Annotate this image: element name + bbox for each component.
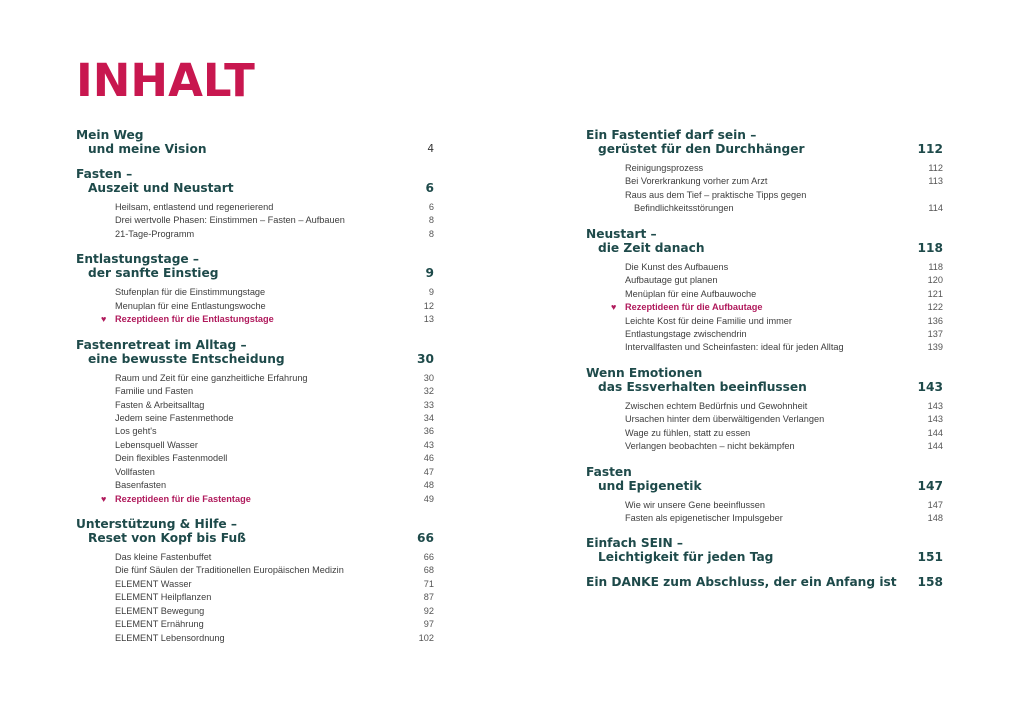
section-items [586, 261, 943, 355]
toc-entry-label: Basenfasten [115, 480, 167, 491]
toc-entry-label: Raus aus dem Tief – praktische Tipps gegen [625, 189, 807, 200]
toc-entry[interactable] [76, 399, 434, 412]
toc-entry-page: 144 [927, 441, 943, 452]
toc-entry[interactable] [586, 512, 943, 525]
toc-entry-page: 8 [428, 215, 434, 226]
toc-entry-page: 49 [423, 493, 434, 504]
toc-entry[interactable] [76, 479, 434, 492]
toc-entry[interactable] [76, 372, 434, 385]
toc-entry-page: 6 [428, 202, 434, 212]
toc-entry[interactable] [76, 591, 434, 604]
toc-entry[interactable] [586, 261, 943, 274]
toc-entry-page: 121 [927, 288, 943, 299]
toc-entry-label: Los geht's [115, 426, 157, 437]
section-heading-text: das Essverhalten beeinflussen [598, 379, 807, 394]
toc-entry-label: Rezeptideen für die Fastentage [115, 493, 251, 504]
toc-entry[interactable] [586, 341, 943, 354]
toc-entry-page: 9 [428, 287, 434, 298]
section-heading-text: und meine Vision [88, 142, 207, 156]
toc-entry-page: 97 [423, 619, 434, 630]
toc-section [76, 252, 434, 326]
section-items [76, 286, 434, 326]
toc-section [76, 128, 434, 156]
toc-section [586, 227, 943, 355]
section-heading-line1: Ein Fastentief darf sein – [586, 128, 757, 142]
toc-entry-page: 147 [927, 499, 943, 510]
toc-entry[interactable] [586, 162, 943, 175]
toc-entry-label: Zwischen echtem Bedürfnis und Gewohnheit [625, 400, 808, 411]
section-heading-line2[interactable] [76, 181, 434, 195]
toc-entry[interactable] [586, 499, 943, 512]
toc-column-right [586, 128, 943, 600]
section-heading-text: gerüstet für den Durchhänger [598, 142, 805, 156]
toc-entry-label: Fasten & Arbeitsalltag [115, 399, 205, 410]
toc-entry-page: 33 [423, 399, 434, 410]
toc-entry[interactable] [76, 412, 434, 425]
heart-icon: ♥ [101, 493, 107, 504]
toc-section [76, 338, 434, 506]
toc-entry[interactable] [76, 551, 434, 564]
section-heading-text: die Zeit danach [598, 240, 705, 255]
section-heading-line2[interactable] [586, 479, 943, 493]
toc-entry[interactable] [586, 413, 943, 426]
section-heading-line1: Fasten [586, 464, 632, 479]
toc-entry-page: 36 [423, 426, 434, 437]
toc-entry-label: Die fünf Säulen der Traditionellen Europäischen Medizin [115, 565, 344, 576]
toc-entry-label: ELEMENT Lebensordnung [115, 632, 225, 643]
section-heading-text: Reset von Kopf bis Fuß [88, 531, 246, 545]
section-items [76, 372, 434, 506]
section-heading-text: der sanfte Einstieg [88, 266, 219, 281]
section-page-number: 9 [425, 266, 434, 281]
toc-entry[interactable] [76, 425, 434, 438]
toc-column-left [76, 128, 434, 656]
section-page-number: 66 [417, 531, 434, 545]
section-page-number: 4 [427, 143, 434, 155]
toc-section [586, 366, 943, 454]
toc-entry-label: 21-Tage-Programm [115, 228, 195, 239]
section-heading-line2[interactable] [76, 266, 434, 280]
toc-entry-label: Befindlichkeitsstörungen [634, 203, 734, 214]
section-heading-text: und Epigenetik [598, 478, 702, 493]
toc-entry-label: Rezeptideen für die Aufbautage [625, 302, 763, 313]
toc-entry-label: ELEMENT Bewegung [115, 605, 205, 616]
toc-entry-page: 8 [428, 228, 434, 239]
section-items [76, 201, 434, 241]
section-heading-line2[interactable] [586, 241, 943, 255]
section-heading-line2[interactable] [76, 142, 434, 156]
toc-entry[interactable] [76, 385, 434, 398]
toc-entry-label: ELEMENT Wasser [115, 578, 192, 589]
toc-entry-label: Lebensquell Wasser [115, 439, 198, 450]
toc-entry-label: Entlastungstage zwischendrin [625, 328, 747, 339]
toc-entry-recipe[interactable] [76, 493, 434, 506]
toc-entry-page: 144 [927, 427, 943, 438]
toc-entry-recipe[interactable] [76, 313, 434, 326]
toc-entry[interactable] [586, 315, 943, 328]
section-heading-line2[interactable] [586, 142, 943, 156]
toc-entry-label: Vollfasten [115, 466, 155, 477]
toc-entry-label: Raum und Zeit für eine ganzheitliche Erfahrung [115, 372, 308, 383]
toc-entry-label: Das kleine Fastenbuffet [115, 552, 212, 562]
heart-icon: ♥ [101, 314, 107, 325]
section-heading-line2[interactable] [76, 352, 434, 366]
section-heading-text: Ein DANKE zum Abschluss, der ein Anfang ist [586, 575, 897, 590]
toc-entry-label: Verlangen beobachten – nicht bekämpfen [625, 441, 795, 452]
toc-entry[interactable] [76, 605, 434, 618]
toc-entry-label: Die Kunst des Aufbauens [625, 261, 729, 272]
toc-entry[interactable] [76, 618, 434, 631]
toc-entry-page: 46 [423, 453, 434, 464]
toc-entry-label: Aufbautage gut planen [625, 275, 718, 286]
toc-entry-page: 148 [927, 513, 943, 523]
toc-entry[interactable] [76, 578, 434, 591]
section-heading-line1: Fasten – [76, 167, 133, 181]
toc-entry-page: 66 [423, 552, 434, 562]
toc-entry-label: Ursachen hinter dem überwältigenden Verlangen [625, 414, 825, 425]
toc-entry[interactable] [586, 427, 943, 440]
section-heading-line1: Neustart – [586, 226, 657, 241]
section-heading-line1: Wenn Emotionen [586, 365, 703, 380]
toc-entry[interactable] [76, 286, 434, 299]
toc-entry-page: 13 [423, 314, 434, 325]
section-heading-line1: Einfach SEIN – [586, 536, 684, 551]
section-heading-line1: Entlastungstage – [76, 252, 200, 267]
section-page-number: 143 [917, 379, 943, 394]
section-items [586, 499, 943, 526]
toc-entry-label: Wie wir unsere Gene beeinflussen [625, 499, 765, 510]
toc-entry[interactable] [586, 175, 943, 188]
toc-entry-page: 30 [423, 372, 434, 383]
toc-entry[interactable] [76, 564, 434, 577]
toc-entry-page: 47 [423, 466, 434, 477]
toc-entry-page: 68 [423, 565, 434, 576]
toc-entry-label: Stufenplan für die Einstimmungstage [115, 287, 266, 298]
section-heading-line2[interactable] [586, 550, 943, 564]
toc-section [586, 128, 943, 216]
toc-entry-label: Jedem seine Fastenmethode [115, 412, 234, 423]
toc-entry-page: 120 [927, 275, 943, 286]
toc-entry[interactable] [586, 274, 943, 287]
toc-entry-label: Drei wertvolle Phasen: Einstimmen – Fasten – Aufbauen [115, 215, 345, 226]
toc-entry[interactable] [586, 202, 943, 215]
toc-entry-page: 92 [423, 605, 434, 616]
toc-entry-label: Dein flexibles Fastenmodell [115, 453, 228, 464]
section-page-number: 118 [917, 240, 943, 255]
toc-section [76, 167, 434, 241]
toc-entry-page: 43 [423, 439, 434, 450]
toc-entry-label: Rezeptideen für die Entlastungstage [115, 314, 274, 325]
toc-entry[interactable] [76, 452, 434, 465]
toc-entry-page: 136 [927, 315, 943, 326]
toc-entry-label: Leichte Kost für deine Familie und immer [625, 315, 792, 326]
section-page-number: 147 [917, 478, 943, 493]
toc-entry-page: 139 [927, 342, 943, 353]
toc-entry-page: 143 [927, 414, 943, 425]
toc-entry-page: 143 [927, 400, 943, 411]
toc-section [76, 517, 434, 645]
toc-section [586, 575, 943, 589]
toc-entry[interactable] [76, 201, 434, 214]
toc-entry-page: 12 [423, 300, 434, 311]
toc-entry[interactable] [76, 439, 434, 452]
section-items [586, 162, 943, 216]
toc-entry-page: 87 [423, 592, 434, 603]
toc-entry[interactable] [76, 466, 434, 479]
toc-entry-label: Wage zu fühlen, statt zu essen [625, 427, 751, 438]
toc-entry-page: 137 [927, 328, 943, 339]
toc-entry[interactable] [586, 328, 943, 341]
toc-section [586, 465, 943, 526]
toc-entry-page: 32 [423, 386, 434, 397]
section-heading-line1: Mein Weg [76, 128, 144, 142]
toc-entry-page: 48 [423, 480, 434, 491]
toc-entry[interactable] [76, 228, 434, 241]
section-items [586, 400, 943, 454]
section-heading-line2[interactable] [586, 380, 943, 394]
toc-entry-page: 71 [423, 578, 434, 589]
toc-entry-label: Intervallfasten und Scheinfasten: ideal für jeden Alltag [625, 342, 844, 353]
toc-entry-label: Bei Vorerkrankung vorher zum Arzt [625, 176, 768, 187]
section-heading-line1: Unterstützung & Hilfe – [76, 517, 238, 531]
toc-entry-label: Fasten als epigenetischer Impulsgeber [625, 513, 783, 523]
toc-entry-label: Reinigungsprozess [625, 163, 704, 173]
toc-entry-page: 113 [928, 176, 943, 187]
section-heading-line1: Fastenretreat im Alltag – [76, 337, 247, 352]
toc-entry-page: 122 [927, 302, 943, 313]
toc-entry-recipe[interactable] [586, 301, 943, 314]
section-page-number: 112 [917, 142, 943, 156]
toc-entry-page: 102 [418, 632, 434, 643]
toc-entry[interactable] [76, 632, 434, 645]
toc-entry[interactable] [586, 400, 943, 413]
section-page-number: 158 [917, 575, 943, 590]
toc-entry[interactable] [76, 214, 434, 227]
section-page-number: 151 [917, 550, 943, 565]
toc-entry-page: 118 [928, 261, 943, 272]
section-heading-text: eine bewusste Entscheidung [88, 351, 285, 366]
toc-entry-label: Familie und Fasten [115, 386, 194, 397]
heart-icon: ♥ [611, 302, 617, 313]
section-items [76, 551, 434, 645]
section-page-number: 6 [425, 181, 434, 195]
section-heading-line2[interactable] [76, 531, 434, 545]
section-heading-line2[interactable] [586, 575, 943, 589]
toc-section [586, 536, 943, 564]
toc-entry-page: 112 [928, 163, 943, 173]
toc-entry[interactable] [586, 189, 943, 202]
toc-entry-label: Menuplan für eine Entlastungswoche [115, 300, 266, 311]
section-page-number: 30 [417, 351, 434, 366]
section-heading-text: Auszeit und Neustart [88, 181, 234, 195]
toc-entry[interactable] [586, 288, 943, 301]
toc-entry[interactable] [76, 300, 434, 313]
toc-entry-label: ELEMENT Heilpflanzen [115, 592, 212, 603]
toc-entry-page: 114 [928, 203, 943, 214]
section-heading-text: Leichtigkeit für jeden Tag [598, 550, 774, 565]
toc-entry-label: Heilsam, entlastend und regenerierend [115, 202, 274, 212]
toc-entry-label: Menüplan für eine Aufbauwoche [625, 288, 757, 299]
toc-entry-page: 34 [423, 412, 434, 423]
toc-entry[interactable] [586, 440, 943, 453]
page-title: INHALT [76, 54, 255, 107]
toc-entry-label: ELEMENT Ernährung [115, 619, 204, 630]
